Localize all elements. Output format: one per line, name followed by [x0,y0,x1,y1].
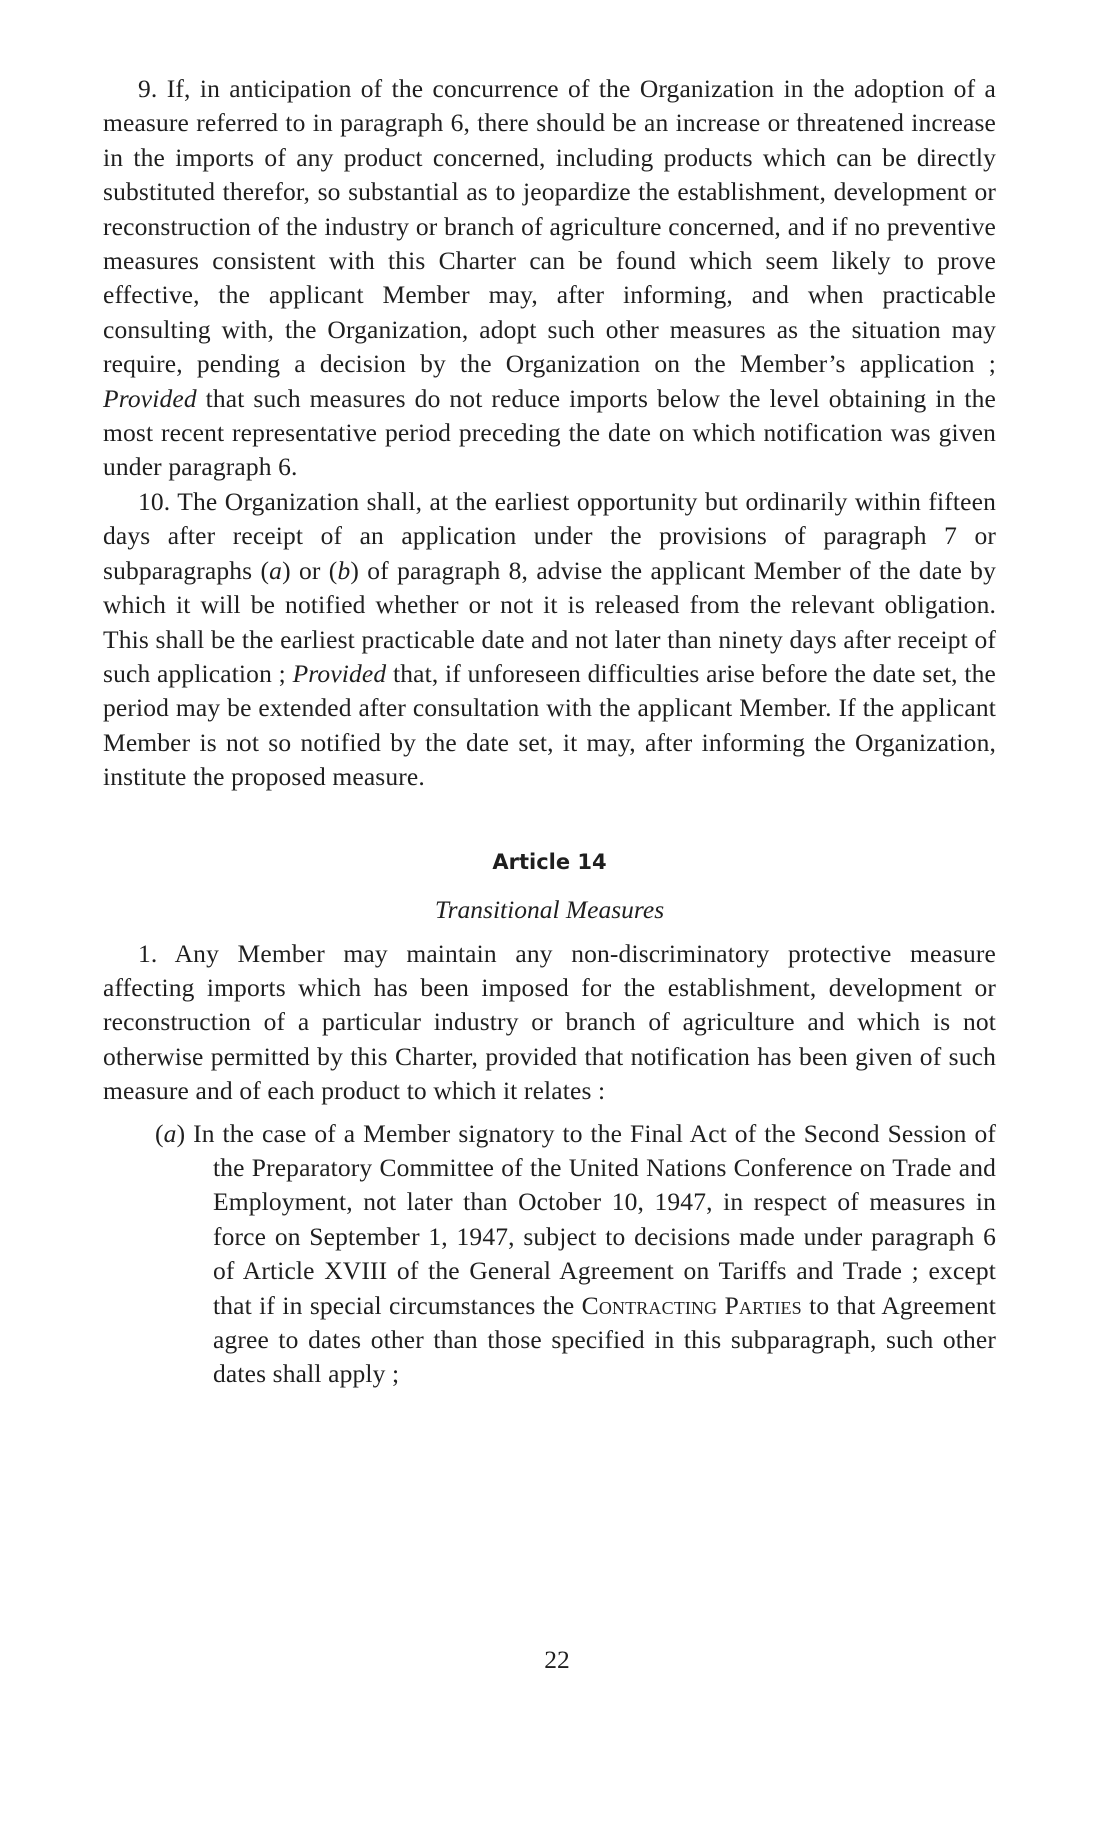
document-page [103,72,996,1392]
subparagraph-a: (a) In the case of a Member signatory to the Final Act of the Second Session of the Preparatory Committee of the United Nations Conference on Trade and Employment, not later than October 10, 1947, in respect of measures in force on September 1, 1947, subject to decisions made under paragraph 6 of Article XVIII of the General Agreement on Tariffs and Trade ; except that if in special circumstances the Contracting Parties to that Agreement agree to dates other than those specified in this subparagraph, such other dates shall apply ; [155,1118,996,1389]
page-number: 22 [544,1645,570,1674]
paragraph-9: 9. If, in anticipation of the concurrence of the Organization in the adoption of a measure referred to in paragraph 6, there should be an increase or threatened increase in the imports of any product concerned, including products which can be directly substituted therefor, so substantial as to jeopardize the establishment, development or reconstruction of the industry or branch of agriculture concerned, and if no preventive measures consistent with this Charter can be found which seem likely to prove effective, the applicant Member may, after informing, and when practicable consulting with, the Organization, adopt such other measures as the situation may require, pending a decision by the Organization on the Member’s application ; Provided that such measures do not reduce imports below the level obtaining in the most recent representative period preceding the date on which notification was given under paragraph 6. [103,74,996,482]
article-heading: Article 14 [492,849,607,874]
subparagraph-label: (a) [155,1118,194,1148]
paragraph-10: 10. The Organization shall, at the earliest opportunity but ordinarily within fifteen days after receipt of an application under the provisions of paragraph 7 or subparagraphs (a) or (b) of paragraph 8, advise the applicant Member of the date by which it will be notified whether or not it is released from the relevant obligation. This shall be the earliest practicable date and not later than ninety days after receipt of such application ; Provided that, if unforeseen difficulties arise before the date set, the period may be extended after consultation with the applicant Member. If the applicant Member is not so notified by the date set, it may, after informing the Organization, institute the proposed measure. [103,486,996,792]
article-14-paragraph-1: 1. Any Member may maintain any non-discriminatory protective measure affecting imports which has been imposed for the establishment, development or reconstruction of a particular industry or branch of agriculture and which is not otherwise permitted by this Charter, provided that notification has been given of such measure and of each product to which it relates : [103,938,996,1106]
article-subheading: Transitional Measures [434,894,665,924]
